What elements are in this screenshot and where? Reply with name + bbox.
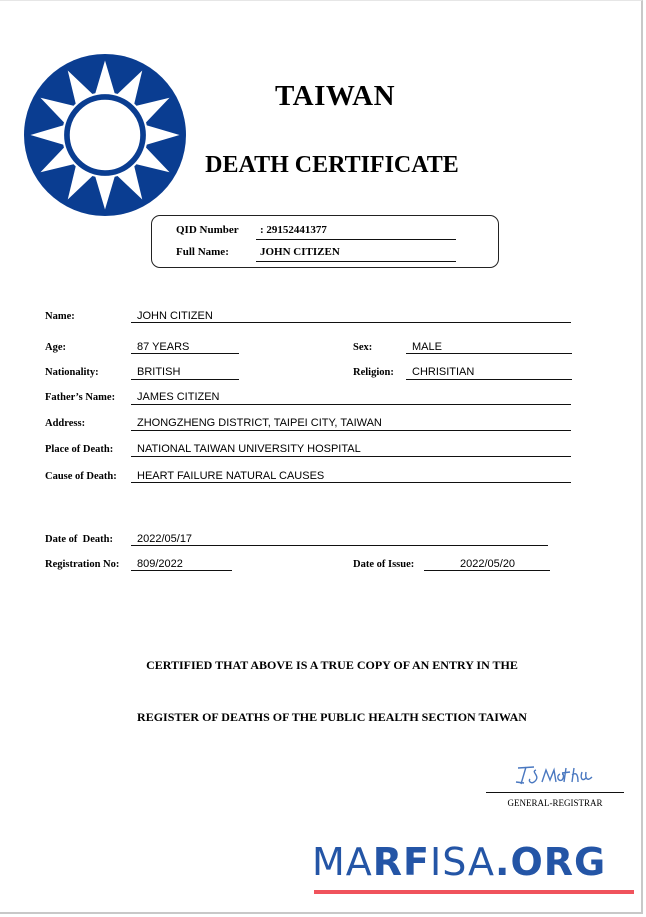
full-name-underline — [256, 261, 456, 262]
certification-line-2: REGISTER OF DEATHS OF THE PUBLIC HEALTH SECTION TAIWAN — [137, 710, 527, 724]
watermark-logo — [312, 840, 607, 884]
blue-sky-white-sun-emblem-icon — [24, 54, 186, 216]
fathers-name-underline — [131, 404, 571, 405]
religion-value: CHRISITIAN — [412, 366, 475, 378]
date-of-issue-value: 2022/05/20 — [460, 558, 516, 570]
registration-no-label: Registration No: — [45, 559, 120, 570]
fathers-name-value: JAMES CITIZEN — [137, 391, 220, 403]
fathers-name-label: Father’s Name: — [45, 392, 116, 403]
name-label: Name: — [45, 311, 75, 322]
qid-value: : 29152441377 — [260, 224, 327, 236]
address-value: ZHONGZHENG DISTRICT, TAIPEI CITY, TAIWAN — [137, 417, 382, 429]
place-of-death-value: NATIONAL TAIWAN UNIVERSITY HOSPITAL — [137, 443, 361, 455]
religion-underline — [406, 379, 572, 380]
name-value: JOHN CITIZEN — [137, 310, 213, 322]
watermark-part-3: ISA — [430, 840, 496, 884]
address-underline — [131, 430, 571, 431]
qid-underline — [256, 239, 456, 240]
address-label: Address: — [45, 418, 86, 429]
date-of-death-value: 2022/05/17 — [137, 533, 193, 545]
age-value: 87 YEARS — [137, 341, 190, 353]
place-of-death-label: Place of Death: — [45, 444, 114, 455]
age-label: Age: — [45, 342, 66, 353]
nationality-underline — [131, 379, 239, 380]
watermark-part-1: MA — [312, 840, 373, 884]
id-summary-box — [151, 215, 499, 268]
watermark-part-4: .ORG — [495, 840, 607, 884]
sex-label: Sex: — [353, 342, 373, 353]
nationality-label: Nationality: — [45, 367, 99, 378]
registrar-title: GENERAL-REGISTRAR — [507, 798, 603, 808]
signature-line — [486, 792, 624, 793]
full-name-label: Full Name: — [176, 246, 229, 258]
country-title: TAIWAN — [274, 80, 396, 112]
sex-underline — [406, 353, 572, 354]
cause-of-death-value: HEART FAILURE NATURAL CAUSES — [137, 470, 325, 482]
date-of-issue-label: Date of Issue: — [353, 559, 415, 570]
certification-line-1: CERTIFIED THAT ABOVE IS A TRUE COPY OF AN ENTRY IN THE — [146, 658, 518, 672]
full-name-value: JOHN CITIZEN — [260, 246, 340, 258]
registration-no-value: 809/2022 — [137, 558, 183, 570]
date-of-death-underline — [131, 545, 548, 546]
place-of-death-underline — [131, 456, 571, 457]
religion-label: Religion: — [353, 367, 394, 378]
nationality-value: BRITISH — [137, 366, 181, 378]
watermark-underline — [314, 890, 634, 894]
cause-of-death-label: Cause of Death: — [45, 471, 117, 482]
date-of-death-label: Date of Death: — [45, 534, 113, 545]
registrar-signature-icon — [512, 762, 598, 788]
watermark-part-2: RF — [372, 840, 430, 884]
date-of-issue-underline — [424, 570, 550, 571]
document-title: DEATH CERTIFICATE — [205, 152, 459, 178]
sex-value: MALE — [412, 341, 442, 353]
qid-label: QID Number — [176, 224, 239, 236]
cause-of-death-underline — [131, 482, 571, 483]
age-underline — [131, 353, 239, 354]
name-underline — [131, 322, 571, 323]
registration-no-underline — [131, 570, 232, 571]
